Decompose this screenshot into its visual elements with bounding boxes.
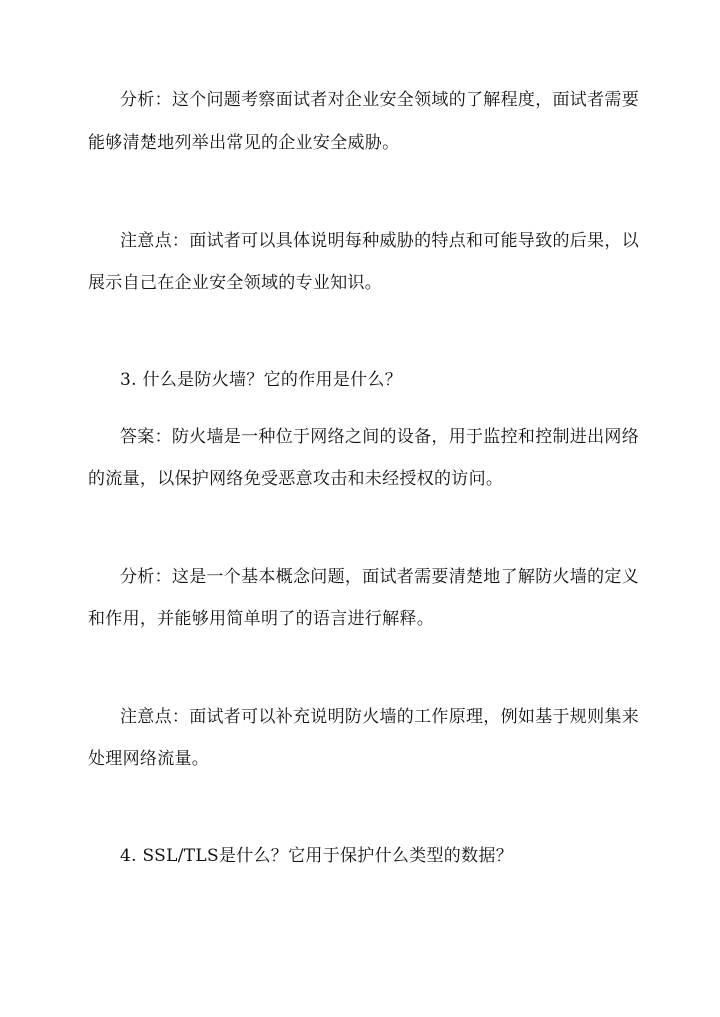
note-paragraph-line-1: 注意点：面试者可以具体说明每种威胁的特点和可能导致的后果，以 — [120, 231, 639, 251]
note-paragraph-line-1: 注意点：面试者可以补充说明防火墙的工作原理，例如基于规则集来 — [120, 707, 639, 727]
question-3-heading: 3. 什么是防火墙？它的作用是什么？ — [120, 370, 403, 390]
note-paragraph-line-2: 处理网络流量。 — [88, 749, 210, 769]
question-4-heading: 4. SSL/TLS是什么？它用于保护什么类型的数据？ — [120, 846, 514, 866]
answer-paragraph-line-2: 的流量，以保护网络免受恶意攻击和未经授权的访问。 — [88, 469, 504, 489]
analysis-paragraph-line-1: 分析：这个问题考察面试者对企业安全领域的了解程度，面试者需要 — [120, 90, 639, 110]
analysis-paragraph-line-2: 能够清楚地列举出常见的企业安全威胁。 — [88, 133, 400, 153]
note-paragraph-line-2: 展示自己在企业安全领域的专业知识。 — [88, 273, 383, 293]
analysis-paragraph-line-2: 和作用，并能够用简单明了的语言进行解释。 — [88, 609, 434, 629]
analysis-paragraph-line-1: 分析：这是一个基本概念问题，面试者需要清楚地了解防火墙的定义 — [120, 567, 639, 587]
answer-paragraph-line-1: 答案：防火墙是一种位于网络之间的设备，用于监控和控制进出网络 — [120, 427, 639, 447]
